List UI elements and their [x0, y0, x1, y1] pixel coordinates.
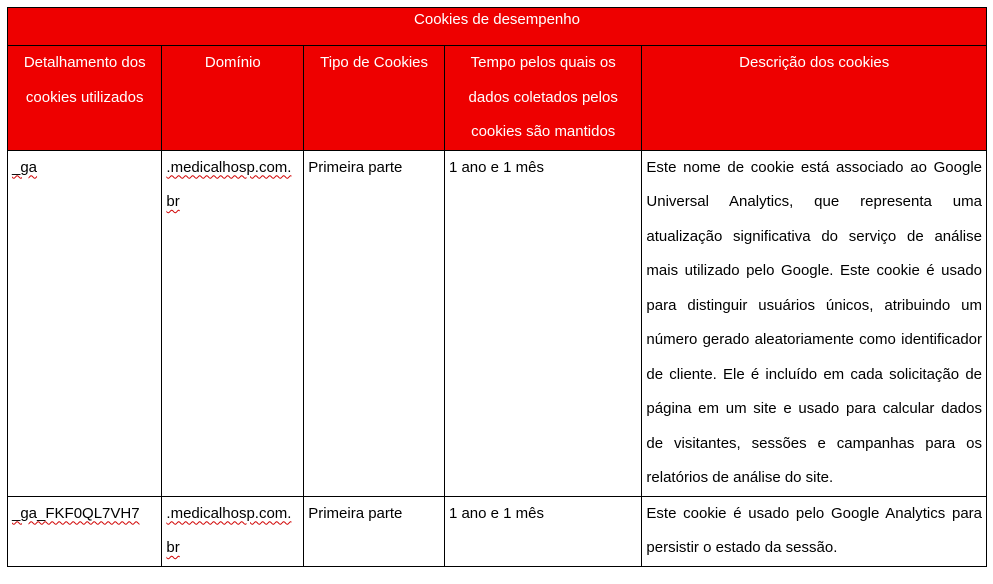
table-row: [8, 496, 987, 566]
table-row: [8, 150, 987, 496]
header-domain: Domínio: [162, 46, 304, 151]
header-cookie-type: Tipo de Cookies: [304, 46, 445, 151]
header-row: [8, 46, 987, 151]
cell-cookie-name: _ga_FKF0QL7VH7: [8, 496, 162, 566]
cell-description[interactable]: Este cookie é usado pelo Google Analytics para persistir o estado da sessão.: [642, 496, 987, 566]
cell-type: Primeira parte: [304, 496, 445, 566]
header-description: Descrição dos cookies: [642, 46, 987, 151]
cookies-table: [7, 7, 987, 567]
header-retention: Tempo pelos quais os dados coletados pelos cookies são mantidos: [444, 46, 641, 151]
cell-description[interactable]: Este nome de cookie está associado ao Google Universal Analytics, que representa uma atualização significativa do serviço de análise mais utilizado pelo Google. Este cookie é usado para distinguir usuários únicos, atribuindo um número gerado aleatoriamente como identificador de cliente. Ele é incluído em cada solicitação de página em um site e usado para calcular dados de visitantes, sessões e campanhas para os relatórios de análise do site.: [642, 150, 987, 496]
header-cookie-detail: Detalhamento dos cookies utilizados: [8, 46, 162, 151]
table-title: Cookies de desempenho: [8, 8, 987, 46]
cell-domain: .medicalhosp.com.br: [162, 496, 304, 566]
cell-type: Primeira parte: [304, 150, 445, 496]
cell-cookie-name: _ga: [8, 150, 162, 496]
cell-retention: 1 ano e 1 mês: [444, 150, 641, 496]
cell-domain: .medicalhosp.com.br: [162, 150, 304, 496]
cell-retention: 1 ano e 1 mês: [444, 496, 641, 566]
